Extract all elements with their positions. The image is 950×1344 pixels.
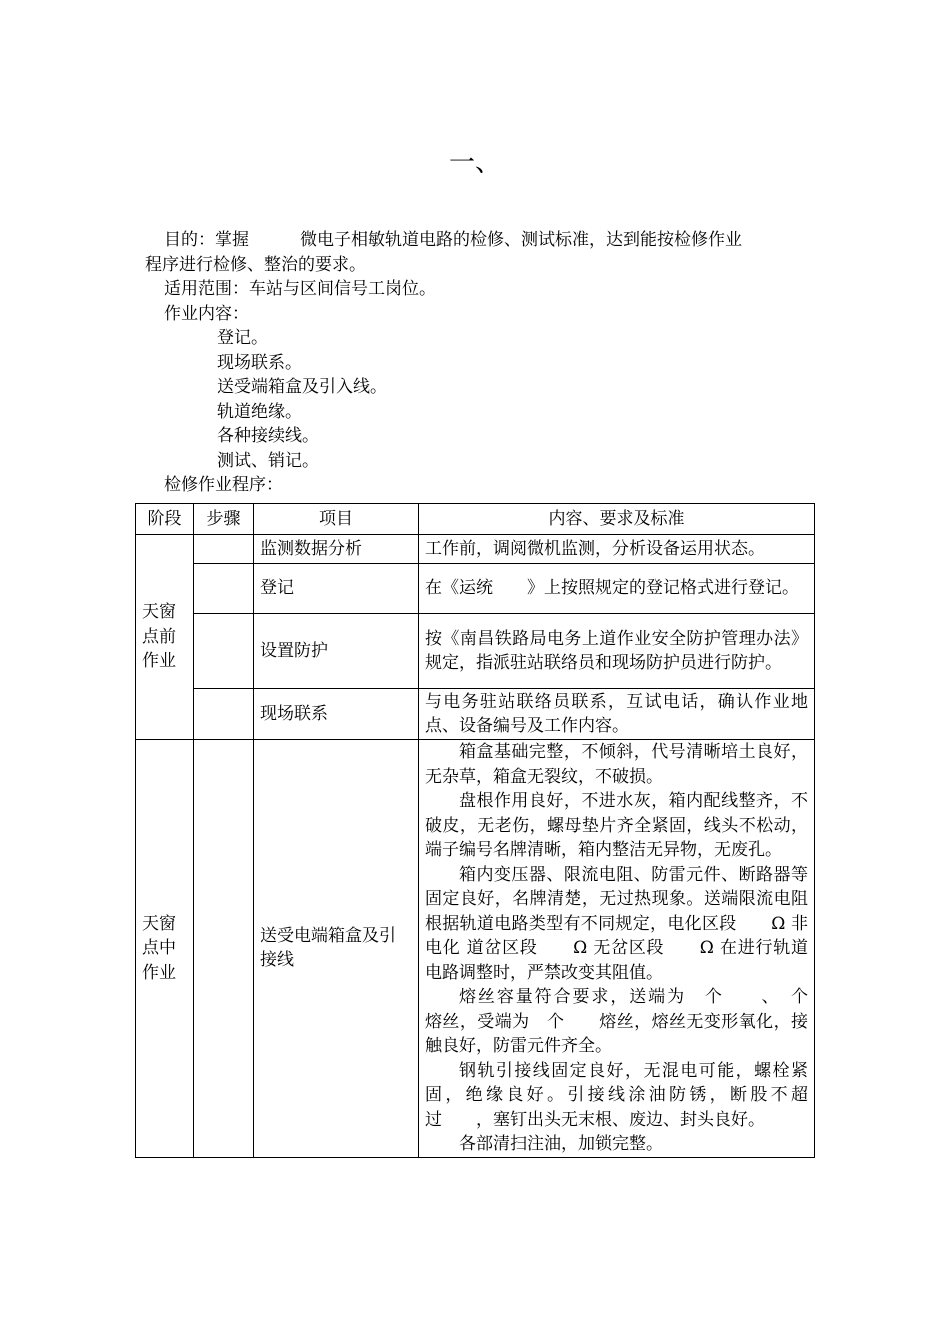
table-header-row bbox=[136, 504, 815, 535]
table-row bbox=[136, 614, 815, 689]
procedure-table bbox=[135, 503, 842, 1158]
item-cell: 登记 bbox=[254, 564, 419, 614]
item-cell: 设置防护 bbox=[254, 614, 419, 689]
stage-cell: 天窗点中作业 bbox=[136, 740, 194, 1158]
table-row bbox=[136, 740, 815, 1158]
work-content-item: 轨道绝缘。 bbox=[217, 401, 302, 422]
table-row bbox=[136, 689, 815, 740]
step-cell bbox=[194, 614, 254, 689]
table-row bbox=[136, 564, 815, 614]
header-content: 内容、要求及标准 bbox=[419, 504, 815, 535]
work-content-item: 现场联系。 bbox=[217, 352, 302, 373]
procedure-label: 检修作业程序： bbox=[164, 475, 283, 495]
header-stage: 阶段 bbox=[136, 504, 194, 535]
work-content-item: 登记。 bbox=[217, 328, 268, 348]
purpose-line-2: 程序进行检修、整治的要求。 bbox=[145, 254, 366, 275]
item-cell: 送受电端箱盒及引接线 bbox=[254, 740, 419, 1158]
content-paragraph: 箱盒基础完整，不倾斜，代号清晰培土良好，无杂草，箱盒无裂纹，不破损。 bbox=[425, 742, 808, 787]
table-row bbox=[136, 535, 815, 564]
content-paragraph: 盘根作用良好，不进水灰，箱内配线整齐，不破皮，无老伤，螺母垫片齐全紧固，线头不松动，端子编号名牌清晰，箱内整洁无异物，无废孔。 bbox=[425, 791, 808, 860]
content-cell: 工作前，调阅微机监测，分析设备运用状态。 bbox=[419, 535, 815, 564]
page-title: 一、 bbox=[448, 148, 501, 178]
purpose-line-1: 目的：掌握 微电子相敏轨道电路的检修、测试标准，达到能按检修作业 bbox=[164, 230, 742, 250]
intro-section bbox=[145, 228, 820, 498]
scope-text: 适用范围：车站与区间信号工岗位。 bbox=[164, 279, 436, 299]
content-cell: 在《运统 》上按照规定的登记格式进行登记。 bbox=[419, 564, 815, 614]
stage-cell: 天窗点前作业 bbox=[136, 535, 194, 740]
header-item: 项目 bbox=[254, 504, 419, 535]
content-paragraph: 钢轨引接线固定良好，无混电可能，螺栓紧固，绝缘良好。引接线涂油防锈，断股不超过 ，塞钉出头无末根、废边、封头良好。 bbox=[425, 1060, 808, 1130]
content-cell bbox=[419, 740, 842, 1158]
step-cell bbox=[194, 689, 254, 740]
header-step: 步骤 bbox=[194, 504, 254, 535]
work-content-item: 送受端箱盒及引入线。 bbox=[217, 377, 387, 397]
step-cell bbox=[194, 740, 254, 1158]
content-cell: 按《南昌铁路局电务上道作业安全防护管理办法》规定，指派驻站联络员和现场防护员进行防护。 bbox=[419, 614, 815, 689]
content-cell: 与电务驻站联络员联系，互试电话，确认作业地点、设备编号及工作内容。 bbox=[419, 689, 815, 740]
work-content-item: 各种接续线。 bbox=[217, 426, 319, 446]
item-cell: 监测数据分析 bbox=[254, 535, 419, 564]
content-paragraph: 箱内变压器、限流电阻、防雷元件、断路器等固定良好，名牌清楚，无过热现象。送端限流电阻根据轨道电路类型有不同规定，电化区段 Ω 非电化 道岔区段 Ω 无岔区段 Ω 在进行轨道电路调整时，严禁改变其阻值。 bbox=[425, 864, 808, 983]
work-content-label: 作业内容： bbox=[164, 303, 249, 324]
content-paragraph: 各部清扫注油，加锁完整。 bbox=[459, 1134, 663, 1154]
step-cell bbox=[194, 535, 254, 564]
work-content-item: 测试、销记。 bbox=[217, 450, 319, 471]
item-cell: 现场联系 bbox=[254, 689, 419, 740]
step-cell bbox=[194, 564, 254, 614]
content-paragraph: 熔丝容量符合要求，送端为 个 、 个 熔丝，受端为 个 熔丝，熔丝无变形氧化，接触良好，防雷元件齐全。 bbox=[425, 987, 842, 1056]
